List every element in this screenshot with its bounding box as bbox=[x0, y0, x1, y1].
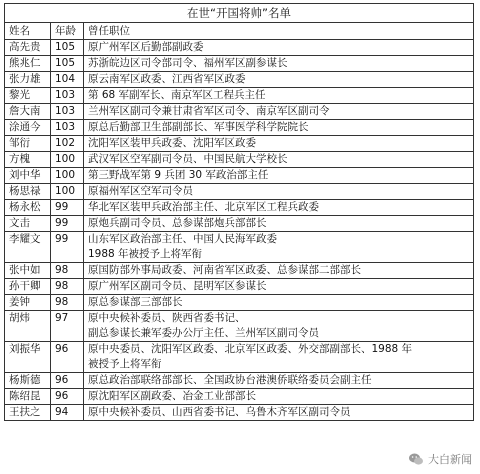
cell-name: 涂通今 bbox=[5, 120, 51, 136]
position-line: 原云南军区政委、江西省军区政委 bbox=[88, 73, 246, 85]
cell-name: 文击 bbox=[5, 216, 51, 232]
position-line: 原总后勤部卫生部副部长、军事医学科学院院长 bbox=[88, 121, 309, 133]
cell-age: 100 bbox=[51, 168, 84, 184]
cell-name: 胡炜 bbox=[5, 311, 51, 342]
cell-age: 99 bbox=[51, 232, 84, 263]
cell-name: 姜钟 bbox=[5, 295, 51, 311]
table-row bbox=[5, 405, 474, 421]
table-row bbox=[5, 40, 474, 56]
cell-age: 98 bbox=[51, 295, 84, 311]
cell-age: 94 bbox=[51, 405, 84, 421]
cell-positions bbox=[84, 311, 474, 342]
cell-name: 詹大南 bbox=[5, 104, 51, 120]
cell-positions bbox=[84, 389, 474, 405]
cell-age: 99 bbox=[51, 200, 84, 216]
cell-positions bbox=[84, 88, 474, 104]
cell-age: 100 bbox=[51, 152, 84, 168]
position-line: 原广州军区后勤部副政委 bbox=[88, 41, 204, 53]
table-row bbox=[5, 168, 474, 184]
table-row bbox=[5, 232, 474, 263]
position-line: 原广州军区副司令员、昆明军区参谋长 bbox=[88, 280, 267, 292]
cell-positions bbox=[84, 373, 474, 389]
position-line: 原国防部外事局政委、河南省军区政委、总参谋部二部部长 bbox=[88, 264, 361, 276]
cell-positions bbox=[84, 152, 474, 168]
header-age: 年龄 bbox=[51, 23, 84, 40]
cell-age: 96 bbox=[51, 389, 84, 405]
cell-positions bbox=[84, 216, 474, 232]
cell-name: 张力雄 bbox=[5, 72, 51, 88]
table-row bbox=[5, 279, 474, 295]
cell-positions bbox=[84, 232, 474, 263]
position-line: 原中央候补委员、陕西省委书记、 bbox=[88, 312, 246, 324]
table-row bbox=[5, 104, 474, 120]
cell-positions bbox=[84, 263, 474, 279]
table-title: 在世“开国将帅”名单 bbox=[5, 4, 474, 23]
cell-positions bbox=[84, 120, 474, 136]
cell-positions bbox=[84, 200, 474, 216]
table-row bbox=[5, 88, 474, 104]
cell-name: 杨永松 bbox=[5, 200, 51, 216]
cell-name: 孙干卿 bbox=[5, 279, 51, 295]
cell-name: 刘振华 bbox=[5, 342, 51, 373]
position-line: 苏浙皖边区司令部司令、福州军区副参谋长 bbox=[88, 57, 288, 69]
position-line: 被授予上将军衔 bbox=[88, 358, 162, 370]
cell-positions bbox=[84, 104, 474, 120]
cell-age: 96 bbox=[51, 342, 84, 373]
cell-age: 102 bbox=[51, 136, 84, 152]
position-line: 兰州军区副司令兼甘肃省军区司令、南京军区副司令 bbox=[88, 105, 330, 117]
table-row bbox=[5, 120, 474, 136]
cell-positions bbox=[84, 72, 474, 88]
cell-age: 103 bbox=[51, 104, 84, 120]
position-line: 原炮兵副司令员、总参谋部炮兵部部长 bbox=[88, 217, 267, 229]
cell-name: 邹衍 bbox=[5, 136, 51, 152]
cell-name: 李耀文 bbox=[5, 232, 51, 263]
position-line: 副总参谋长兼军委办公厅主任、兰州军区副司令员 bbox=[88, 327, 319, 339]
cell-name: 熊兆仁 bbox=[5, 56, 51, 72]
table-row bbox=[5, 184, 474, 200]
cell-age: 100 bbox=[51, 184, 84, 200]
table-row bbox=[5, 389, 474, 405]
cell-age: 99 bbox=[51, 216, 84, 232]
cell-positions bbox=[84, 405, 474, 421]
cell-positions bbox=[84, 279, 474, 295]
cell-age: 105 bbox=[51, 56, 84, 72]
table-row bbox=[5, 56, 474, 72]
cell-positions bbox=[84, 136, 474, 152]
position-line: 原总政治部联络部部长、全国政协台港澳侨联络委员会副主任 bbox=[88, 374, 372, 386]
position-line: 1988 年被授予上将军衔 bbox=[88, 248, 203, 260]
cell-name: 高先贵 bbox=[5, 40, 51, 56]
watermark-text: 大白新闻 bbox=[428, 453, 472, 466]
document-page bbox=[4, 3, 474, 421]
cell-name: 方槐 bbox=[5, 152, 51, 168]
position-line: 武汉军区空军副司令员、中国民航大学校长 bbox=[88, 153, 288, 165]
position-line: 原总参谋部三部部长 bbox=[88, 296, 183, 308]
cell-positions bbox=[84, 56, 474, 72]
cell-name: 刘中华 bbox=[5, 168, 51, 184]
position-line: 原中央委员、沈阳军区政委、北京军区政委、外交部副部长、1988 年 bbox=[88, 343, 413, 355]
table-row bbox=[5, 152, 474, 168]
cell-age: 97 bbox=[51, 311, 84, 342]
cell-age: 103 bbox=[51, 120, 84, 136]
cell-age: 98 bbox=[51, 263, 84, 279]
position-line: 原福州军区空军司令员 bbox=[88, 185, 193, 197]
position-line: 第三野战军第 9 兵团 30 军政治部主任 bbox=[88, 169, 269, 181]
wechat-icon bbox=[408, 451, 424, 467]
cell-name: 黎光 bbox=[5, 88, 51, 104]
header-name: 姓名 bbox=[5, 23, 51, 40]
cell-positions bbox=[84, 168, 474, 184]
table-row bbox=[5, 263, 474, 279]
cell-name: 杨斯德 bbox=[5, 373, 51, 389]
cell-age: 103 bbox=[51, 88, 84, 104]
cell-age: 96 bbox=[51, 373, 84, 389]
position-line: 沈阳军区装甲兵政委、沈阳军区政委 bbox=[88, 137, 256, 149]
cell-positions bbox=[84, 184, 474, 200]
cell-positions bbox=[84, 295, 474, 311]
table-row bbox=[5, 295, 474, 311]
table-body bbox=[5, 40, 474, 421]
cell-name: 王扶之 bbox=[5, 405, 51, 421]
cell-positions bbox=[84, 342, 474, 373]
watermark bbox=[406, 450, 474, 468]
cell-age: 98 bbox=[51, 279, 84, 295]
table-header-row bbox=[5, 23, 474, 40]
table-row bbox=[5, 311, 474, 342]
table-row bbox=[5, 136, 474, 152]
position-line: 山东军区政治部主任、中国人民海军政委 bbox=[88, 233, 277, 245]
cell-age: 104 bbox=[51, 72, 84, 88]
table-row bbox=[5, 72, 474, 88]
cell-age: 105 bbox=[51, 40, 84, 56]
position-line: 原沈阳军区副政委、冶金工业部部长 bbox=[88, 390, 256, 402]
cell-name: 陈绍昆 bbox=[5, 389, 51, 405]
position-line: 华北军区装甲兵政治部主任、北京军区工程兵政委 bbox=[88, 201, 319, 213]
table-row bbox=[5, 342, 474, 373]
cell-positions bbox=[84, 40, 474, 56]
generals-table bbox=[4, 3, 474, 421]
header-positions: 曾任职位 bbox=[84, 23, 474, 40]
table-row bbox=[5, 200, 474, 216]
cell-name: 张中如 bbox=[5, 263, 51, 279]
position-line: 原中央候补委员、山西省委书记、乌鲁木齐军区副司令员 bbox=[88, 406, 351, 418]
cell-name: 杨思禄 bbox=[5, 184, 51, 200]
table-row bbox=[5, 216, 474, 232]
table-row bbox=[5, 373, 474, 389]
position-line: 第 68 军副军长、南京军区工程兵主任 bbox=[88, 89, 266, 101]
